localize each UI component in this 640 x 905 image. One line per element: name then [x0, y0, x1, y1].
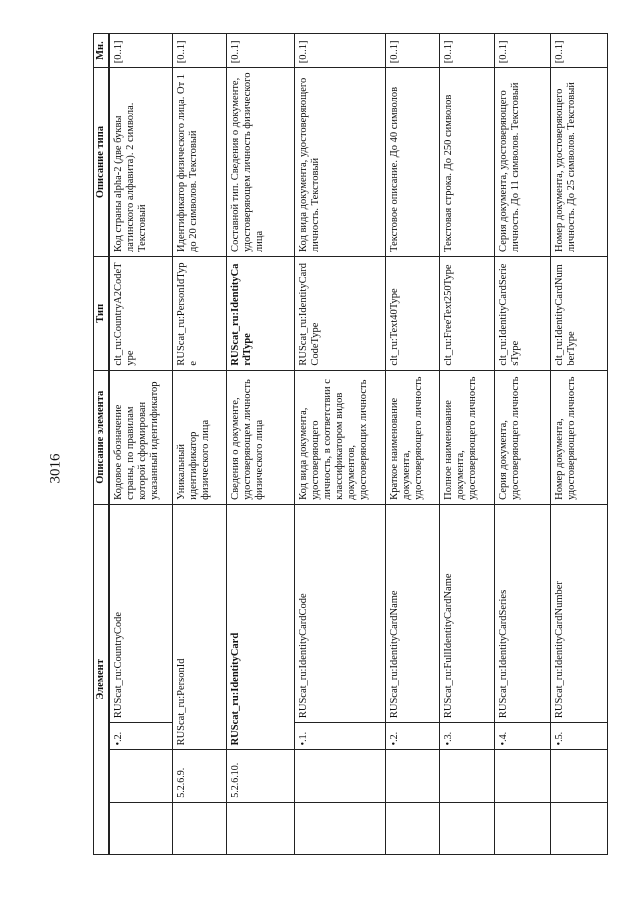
type-name: clt_ru:Text40Type	[385, 256, 439, 370]
row-number: •.5.	[551, 723, 608, 750]
element-description: Номер документа, удостоверяющего личность	[551, 370, 608, 504]
table-row	[551, 34, 608, 855]
element-description: Серия документа, удостоверяющего личность	[494, 370, 551, 504]
header-type: Тип	[94, 256, 110, 370]
table-row	[172, 34, 226, 855]
type-name: clt_ru:IdentityCardNumberType	[551, 256, 608, 370]
multiplicity: [0..1]	[440, 34, 494, 68]
indent-cell	[494, 750, 551, 802]
type-description: Серия документа, удостоверяющего личность. До 11 символов. Текстовый	[494, 68, 551, 257]
table-row	[440, 34, 494, 855]
row-number: 5.2.6.10.	[227, 750, 294, 802]
row-number: •.3.	[440, 723, 494, 750]
type-name: RUScat_ru:IdentityCardType	[227, 256, 294, 370]
header-row	[94, 34, 110, 855]
table-row	[294, 34, 385, 855]
multiplicity: [0..1]	[109, 34, 172, 68]
header-type-description: Описание типа	[94, 68, 110, 257]
type-description: Код вида документа, удостоверяющего личность. Текстовый	[294, 68, 385, 257]
row-number: •.2.	[385, 723, 439, 750]
indent-cell	[440, 750, 494, 802]
multiplicity: [0..1]	[227, 34, 294, 68]
specification-table	[93, 33, 608, 855]
element-name: RUScat_ru:IdentityCardNumber	[551, 504, 608, 722]
type-description: Текстовая строка. До 250 символов	[440, 68, 494, 257]
rotated-table-container	[93, 33, 608, 855]
indent-cell	[551, 750, 608, 802]
type-description: Текстовое описание. До 40 символов	[385, 68, 439, 257]
header-multiplicity: Мн.	[94, 34, 110, 68]
type-name: RUScat_ru:IdentityCardCodeType	[294, 256, 385, 370]
type-description: Код страны alpha-2 (две буквы латинского алфавита). 2 символа. Текстовый	[109, 68, 172, 257]
multiplicity: [0..1]	[172, 34, 226, 68]
indent-cell	[385, 802, 439, 854]
element-description: Краткое наименование документа, удостоверяющего личность	[385, 370, 439, 504]
multiplicity: [0..1]	[294, 34, 385, 68]
indent-cell	[294, 750, 385, 802]
type-name: RUScat_ru:PersonIdType	[172, 256, 226, 370]
row-number: •.1.	[294, 723, 385, 750]
element-name: RUScat_ru:FullIdentityCardName	[440, 504, 494, 722]
element-name: RUScat_ru:IdentityCardName	[385, 504, 439, 722]
element-name: RUScat_ru:IdentityCardCode	[294, 504, 385, 722]
element-name: RUScat_ru:IdentityCardSeries	[494, 504, 551, 722]
row-number: •.2.	[109, 723, 172, 750]
element-description: Сведения о документе, удостоверяющем личность физического лица	[227, 370, 294, 504]
indent-cell	[294, 802, 385, 854]
document-table-area	[93, 33, 608, 855]
indent-cell	[551, 802, 608, 854]
multiplicity: [0..1]	[551, 34, 608, 68]
indent-cell	[385, 750, 439, 802]
indent-cell	[227, 802, 294, 854]
row-number: 5.2.6.9.	[172, 750, 226, 802]
page-number: 3016	[47, 453, 64, 484]
type-name: clt_ru:IdentityCardSeriesType	[494, 256, 551, 370]
element-description: Уникальный идентификатор физического лица	[172, 370, 226, 504]
element-name: RUScat_ru:CountryCode	[109, 504, 172, 722]
multiplicity: [0..1]	[494, 34, 551, 68]
indent-cell	[494, 802, 551, 854]
element-description: Полное наименование документа, удостоверяющего личность	[440, 370, 494, 504]
type-name: clt_ru:FreeText250Type	[440, 256, 494, 370]
indent-cell	[109, 750, 172, 802]
type-description: Составной тип. Сведения о документе, удостоверяющем личность физического лица	[227, 68, 294, 257]
header-element: Элемент	[94, 504, 110, 854]
indent-cell	[109, 802, 172, 854]
table-row	[109, 34, 172, 855]
table-row	[227, 34, 294, 855]
table-row	[494, 34, 551, 855]
element-description: Код вида документа, удостоверяющего личность, в соответствии с классификатором видов документов, удостоверяющих личность	[294, 370, 385, 504]
type-description: Идентификатор физического лица. От 1 до 20 символов. Текстовый	[172, 68, 226, 257]
row-number: •.4.	[494, 723, 551, 750]
element-name: RUScat_ru:IdentityCard	[227, 504, 294, 750]
header-element-description: Описание элемента	[94, 370, 110, 504]
type-description: Номер документа, удостоверяющего личность. До 25 символов. Текстовый	[551, 68, 608, 257]
element-description: Кодовое обозначение страны, по правилам которой сформирован указанный идентификатор	[109, 370, 172, 504]
multiplicity: [0..1]	[385, 34, 439, 68]
type-name: clt_ru:CountryA2CodeType	[109, 256, 172, 370]
table-row	[385, 34, 439, 855]
indent-cell	[172, 802, 226, 854]
indent-cell	[440, 802, 494, 854]
element-name: RUScat_ru:PersonId	[172, 504, 226, 750]
